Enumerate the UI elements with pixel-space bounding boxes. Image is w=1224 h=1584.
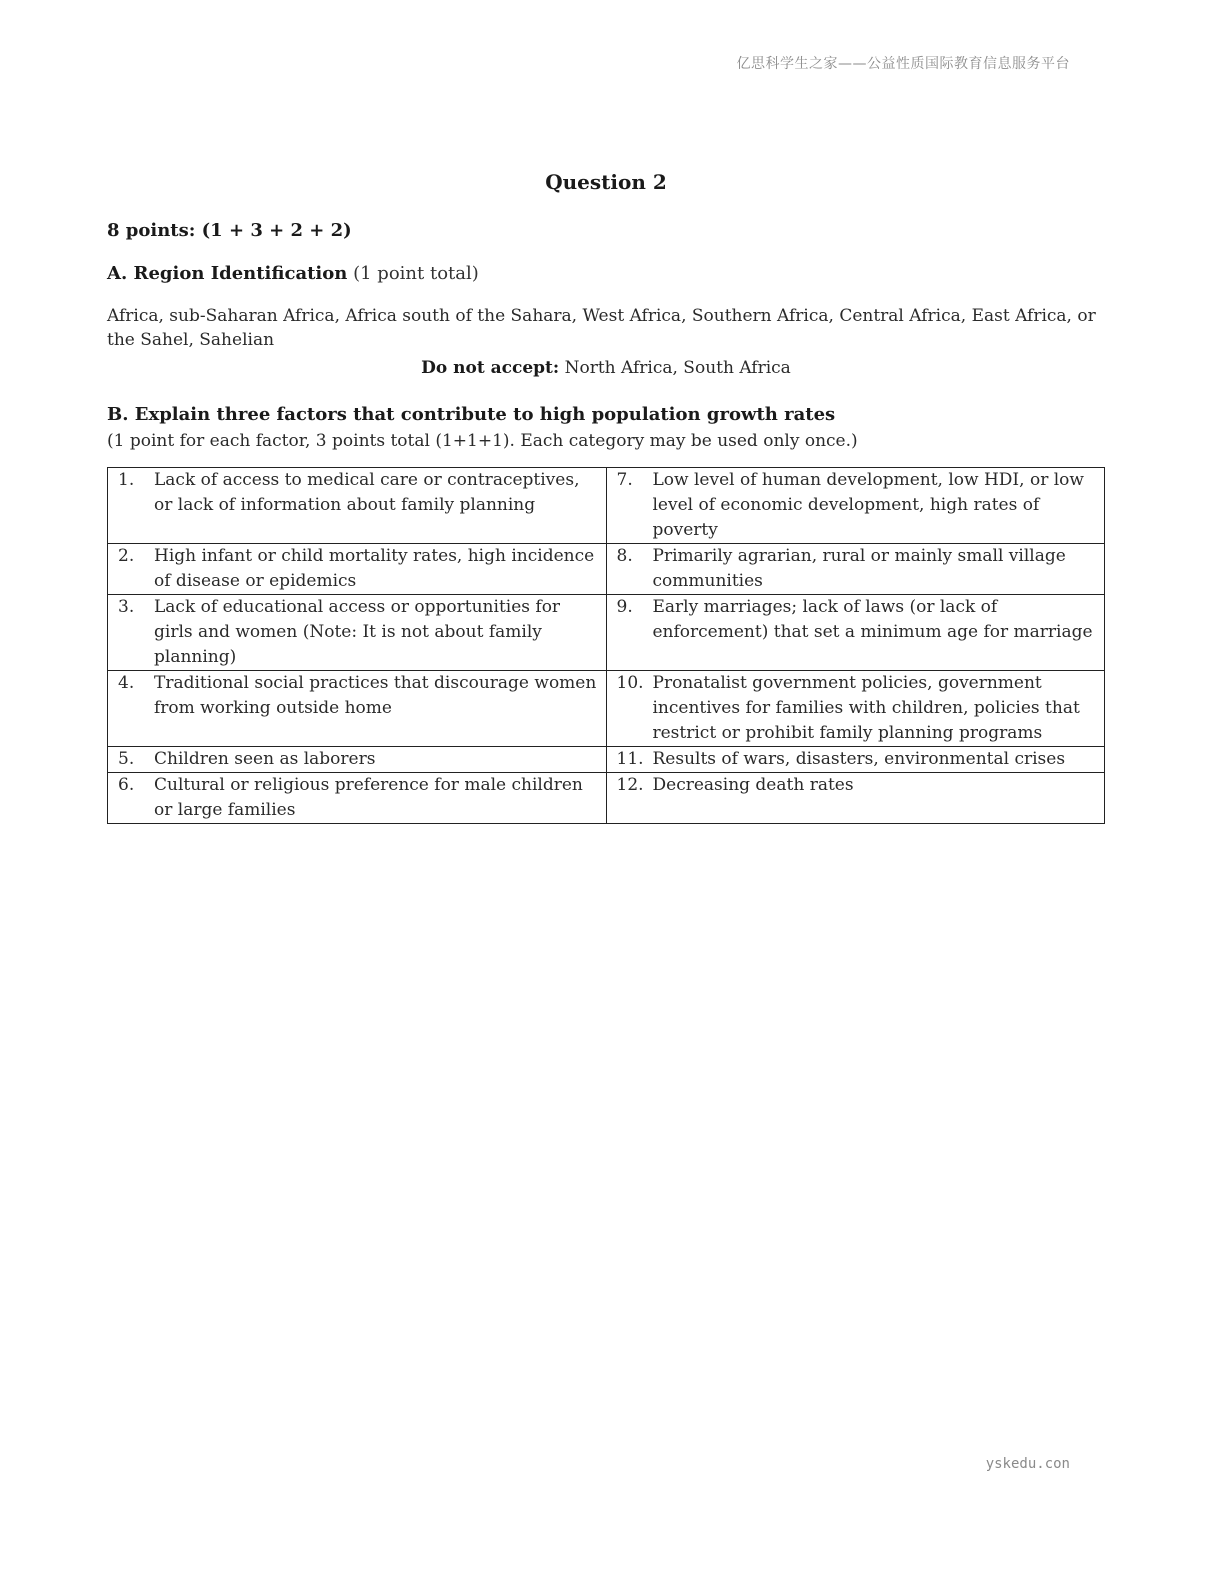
item-number: 2.	[118, 546, 135, 566]
item-number: 4.	[118, 673, 135, 693]
table-row	[108, 747, 1105, 773]
table-cell	[606, 747, 1105, 773]
table-row	[108, 544, 1105, 595]
item-number: 7.	[616, 470, 633, 490]
table-cell	[108, 544, 607, 595]
item-number: 10.	[616, 673, 644, 693]
item-number: 9.	[616, 597, 633, 617]
item-number: 12.	[616, 775, 644, 795]
section-b-subheading: (1 point for each factor, 3 points total (1+1+1). Each category may be used only once.)	[107, 431, 858, 451]
table-cell	[606, 671, 1105, 747]
item-number: 5.	[118, 749, 135, 769]
item-text: Lack of educational access or opportunities for girls and women (Note: It is not about family planning)	[154, 597, 561, 667]
item-text: Children seen as laborers	[154, 749, 376, 769]
factors-table	[107, 467, 1105, 824]
do-not-accept-value: North Africa, South Africa	[564, 358, 791, 378]
item-number: 3.	[118, 597, 135, 617]
table-cell	[108, 773, 607, 824]
footer-watermark: yskedu.con	[985, 1456, 1070, 1472]
document-body	[107, 170, 1105, 824]
item-text: Lack of access to medical care or contraceptives, or lack of information about family planning	[154, 470, 580, 515]
table-cell	[606, 468, 1105, 544]
item-text: High infant or child mortality rates, high incidence of disease or epidemics	[154, 546, 595, 591]
item-number: 1.	[118, 470, 135, 490]
table-cell	[108, 671, 607, 747]
item-number: 11.	[616, 749, 644, 769]
table-cell	[108, 595, 607, 671]
item-text: Primarily agrarian, rural or mainly small village communities	[652, 546, 1066, 591]
table-row	[108, 595, 1105, 671]
points-summary: 8 points: (1 + 3 + 2 + 2)	[107, 220, 352, 241]
question-title: Question 2	[545, 170, 667, 194]
item-text: Cultural or religious preference for male children or large families	[154, 775, 583, 820]
item-text: Decreasing death rates	[652, 775, 854, 795]
table-cell	[108, 747, 607, 773]
item-text: Early marriages; lack of laws (or lack of enforcement) that set a minimum age for marriage	[652, 597, 1093, 642]
item-text: Results of wars, disasters, environmental crises	[652, 749, 1066, 769]
table-row	[108, 468, 1105, 544]
section-b-heading: B. Explain three factors that contribute to high population growth rates	[107, 404, 836, 425]
table-row	[108, 773, 1105, 824]
table-cell	[606, 773, 1105, 824]
do-not-accept-line	[107, 356, 1105, 380]
section-a-note: (1 point total)	[353, 263, 479, 284]
item-number: 8.	[616, 546, 633, 566]
header-watermark: 亿思科学生之家——公益性质国际教育信息服务平台	[736, 56, 1070, 72]
item-text: Pronatalist government policies, government incentives for families with children, policies that restrict or prohibit family planning programs	[652, 673, 1080, 743]
table-cell	[108, 468, 607, 544]
table-row	[108, 671, 1105, 747]
section-a-title: A. Region Identification	[107, 263, 348, 284]
do-not-accept-label: Do not accept:	[421, 358, 560, 378]
section-a-answer: Africa, sub-Saharan Africa, Africa south of the Sahara, West Africa, Southern Africa, Central Africa, East Africa, or the Sahel, Sahelian	[107, 306, 1096, 350]
section-a-heading	[107, 263, 1105, 284]
item-number: 6.	[118, 775, 135, 795]
table-cell	[606, 544, 1105, 595]
table-cell	[606, 595, 1105, 671]
item-text: Low level of human development, low HDI, or low level of economic development, high rates of poverty	[652, 470, 1084, 540]
item-text: Traditional social practices that discourage women from working outside home	[154, 673, 597, 718]
